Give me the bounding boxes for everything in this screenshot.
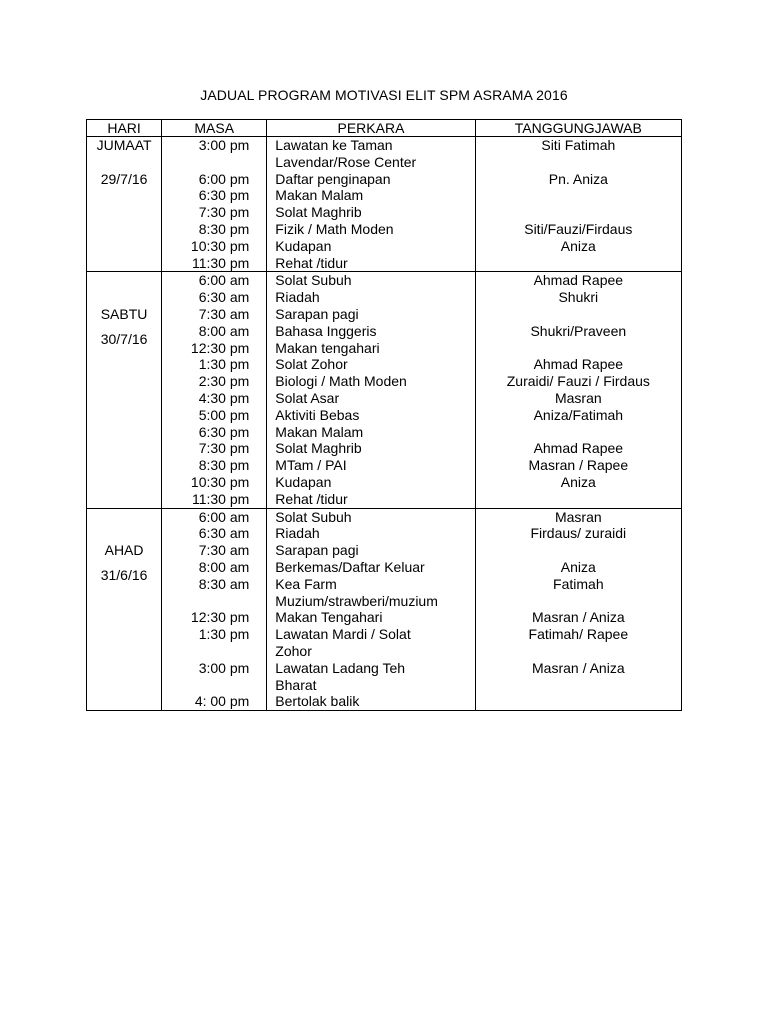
- tanggungjawab-entry: Firdaus/ zuraidi: [530, 525, 627, 542]
- masa-entry: 6:00 am: [198, 508, 250, 525]
- perkara-entry: Lawatan ke Taman: [275, 137, 393, 153]
- tanggungjawab-entry: [476, 643, 681, 660]
- tanggungjawab-cell: [475, 508, 681, 711]
- header-tanggungjawab: TANGGUNGJAWAB: [475, 120, 681, 137]
- header-row: [87, 120, 682, 137]
- perkara-entry: Rehat /tidur: [275, 490, 348, 507]
- tanggungjawab-entry: [476, 204, 681, 221]
- masa-entry: 1:30 pm: [198, 626, 250, 643]
- perkara-entry: Sarapan pagi: [275, 542, 359, 559]
- masa-entry: 10:30 pm: [190, 237, 250, 254]
- tanggungjawab-entry: Ahmad Rapee: [533, 356, 624, 373]
- masa-entry: 6:30 pm: [198, 187, 250, 204]
- masa-entry: 11:30 pm: [191, 254, 250, 271]
- perkara-entry: Rehat /tidur: [275, 254, 348, 271]
- perkara-entry: Kudapan: [275, 473, 332, 490]
- masa-entry: 3:00 pm: [198, 137, 250, 153]
- masa-cell: [162, 137, 267, 272]
- masa-entry: 12:30 pm: [190, 339, 250, 356]
- perkara-entry: Bharat: [275, 676, 317, 693]
- tanggungjawab-entry: Aniza: [560, 558, 596, 575]
- perkara-entry: Sarapan pagi: [275, 305, 359, 322]
- perkara-entry: Makan Malam: [275, 187, 364, 204]
- schedule-table: [86, 119, 682, 711]
- perkara-entry: Kea Farm: [275, 575, 337, 592]
- perkara-entry: Bahasa Inggeris: [275, 322, 377, 339]
- masa-entry: 7:30 am: [198, 305, 250, 322]
- tanggungjawab-entry: Aniza: [560, 237, 596, 254]
- tanggungjawab-entry: [476, 593, 681, 610]
- day-date: 29/7/16: [100, 170, 148, 187]
- masa-entry: 4: 00 pm: [194, 693, 250, 710]
- perkara-entry: Daftar penginapan: [275, 170, 391, 187]
- masa-entry: 1:30 pm: [198, 356, 250, 373]
- perkara-entry: MTam / PAI: [275, 457, 347, 474]
- masa-entry: 7:30 pm: [198, 204, 250, 221]
- masa-entry: 7:30 am: [198, 542, 250, 559]
- day-section-row: [87, 272, 682, 508]
- tanggungjawab-entry: Pn. Aniza: [548, 170, 608, 187]
- masa-entry: 6:00 pm: [198, 170, 250, 187]
- page-title: JADUAL PROGRAM MOTIVASI ELIT SPM ASRAMA 2016: [200, 87, 568, 103]
- masa-entry: [162, 677, 266, 694]
- tanggungjawab-entry: [476, 693, 681, 710]
- perkara-cell: [267, 137, 475, 272]
- perkara-cell: [267, 272, 475, 508]
- tanggungjawab-entry: [476, 542, 681, 559]
- masa-entry: 8:00 am: [198, 558, 250, 575]
- tanggungjawab-entry: Masran / Aniza: [532, 609, 625, 626]
- perkara-entry: Solat Maghrib: [275, 440, 362, 457]
- perkara-entry: Solat Subuh: [275, 272, 352, 289]
- perkara-entry: Lawatan Mardi / Solat: [275, 626, 411, 643]
- day-name: AHAD: [104, 542, 144, 559]
- tanggungjawab-entry: Masran / Aniza: [532, 659, 625, 676]
- masa-entry: 5:00 pm: [198, 406, 250, 423]
- tanggungjawab-entry: Siti Fatimah: [541, 137, 616, 153]
- header-masa: MASA: [162, 120, 267, 137]
- day-cell: [87, 137, 162, 272]
- tanggungjawab-entry: [476, 154, 681, 171]
- tanggungjawab-entry: Masran / Rapee: [528, 457, 629, 474]
- tanggungjawab-entry: Shukri/Praveen: [530, 322, 627, 339]
- masa-entry: 8:00 am: [198, 322, 250, 339]
- tanggungjawab-cell: [475, 272, 681, 508]
- tanggungjawab-entry: Masran: [554, 389, 602, 406]
- perkara-entry: Zohor: [275, 642, 312, 659]
- day-section-row: [87, 137, 682, 272]
- day-date: 31/6/16: [100, 566, 148, 583]
- tanggungjawab-entry: Fatimah/ Rapee: [528, 626, 629, 643]
- perkara-entry: Muzium/strawberi/muzium: [275, 592, 438, 609]
- perkara-entry: Solat Subuh: [275, 508, 352, 525]
- perkara-entry: Kudapan: [275, 237, 332, 254]
- tanggungjawab-entry: [476, 424, 681, 441]
- masa-entry: 11:30 pm: [191, 490, 250, 507]
- perkara-entry: Solat Asar: [275, 389, 340, 406]
- perkara-entry: Riadah: [275, 525, 320, 542]
- perkara-entry: Fizik / Math Moden: [275, 220, 394, 237]
- perkara-entry: Makan tengahari: [275, 339, 380, 356]
- tanggungjawab-entry: [476, 306, 681, 323]
- perkara-cell: [267, 508, 475, 711]
- header-perkara: PERKARA: [267, 120, 475, 137]
- masa-entry: 6:00 am: [198, 272, 250, 289]
- masa-entry: 6:30 am: [198, 289, 250, 306]
- perkara-entry: Riadah: [275, 289, 320, 306]
- perkara-entry: Makan Tengahari: [275, 609, 383, 626]
- perkara-entry: Biologi / Math Moden: [275, 373, 407, 390]
- masa-entry: 8:30 pm: [198, 220, 250, 237]
- masa-entry: 8:30 am: [198, 575, 250, 592]
- perkara-entry: Berkemas/Daftar Keluar: [275, 558, 425, 575]
- tanggungjawab-entry: [476, 491, 681, 508]
- masa-entry: [162, 643, 266, 660]
- masa-entry: [162, 154, 266, 171]
- masa-entry: 8:30 pm: [198, 457, 250, 474]
- tanggungjawab-entry: Aniza/Fatimah: [533, 406, 624, 423]
- perkara-entry: Makan Malam: [275, 423, 364, 440]
- day-cell: [87, 272, 162, 508]
- tanggungjawab-entry: [476, 677, 681, 694]
- masa-cell: [162, 272, 267, 508]
- day-cell: [87, 508, 162, 711]
- tanggungjawab-entry: [476, 340, 681, 357]
- masa-entry: 6:30 am: [198, 525, 250, 542]
- masa-entry: 3:00 pm: [198, 659, 250, 676]
- tanggungjawab-entry: Zuraidi/ Fauzi / Firdaus: [506, 373, 650, 390]
- masa-entry: 2:30 pm: [198, 373, 250, 390]
- perkara-entry: Bertolak balik: [275, 693, 360, 710]
- perkara-entry: Solat Maghrib: [275, 204, 362, 221]
- tanggungjawab-entry: Ahmad Rapee: [533, 440, 624, 457]
- tanggungjawab-cell: [475, 137, 681, 272]
- perkara-entry: Aktiviti Bebas: [275, 406, 360, 423]
- masa-entry: 6:30 pm: [198, 423, 250, 440]
- masa-cell: [162, 508, 267, 711]
- tanggungjawab-entry: [476, 187, 681, 204]
- masa-entry: 4:30 pm: [198, 389, 250, 406]
- tanggungjawab-entry: Fatimah: [553, 575, 604, 592]
- masa-entry: 7:30 pm: [198, 440, 250, 457]
- day-name: JUMAAT: [96, 137, 152, 153]
- day-name: SABTU: [100, 305, 148, 322]
- tanggungjawab-entry: Siti/Fauzi/Firdaus: [524, 220, 633, 237]
- day-date: 30/7/16: [100, 330, 148, 347]
- perkara-entry: Lavendar/Rose Center: [275, 153, 417, 170]
- tanggungjawab-entry: Shukri: [558, 289, 599, 306]
- header-hari: HARI: [87, 120, 162, 137]
- perkara-entry: Solat Zohor: [275, 356, 348, 373]
- masa-entry: 10:30 pm: [190, 473, 250, 490]
- masa-entry: 12:30 pm: [190, 609, 250, 626]
- masa-entry: [162, 593, 266, 610]
- tanggungjawab-entry: Aniza: [560, 473, 596, 490]
- day-section-row: [87, 508, 682, 711]
- tanggungjawab-entry: [476, 255, 681, 272]
- tanggungjawab-entry: Masran: [554, 508, 602, 525]
- tanggungjawab-entry: Ahmad Rapee: [533, 272, 624, 289]
- perkara-entry: Lawatan Ladang Teh: [275, 659, 406, 676]
